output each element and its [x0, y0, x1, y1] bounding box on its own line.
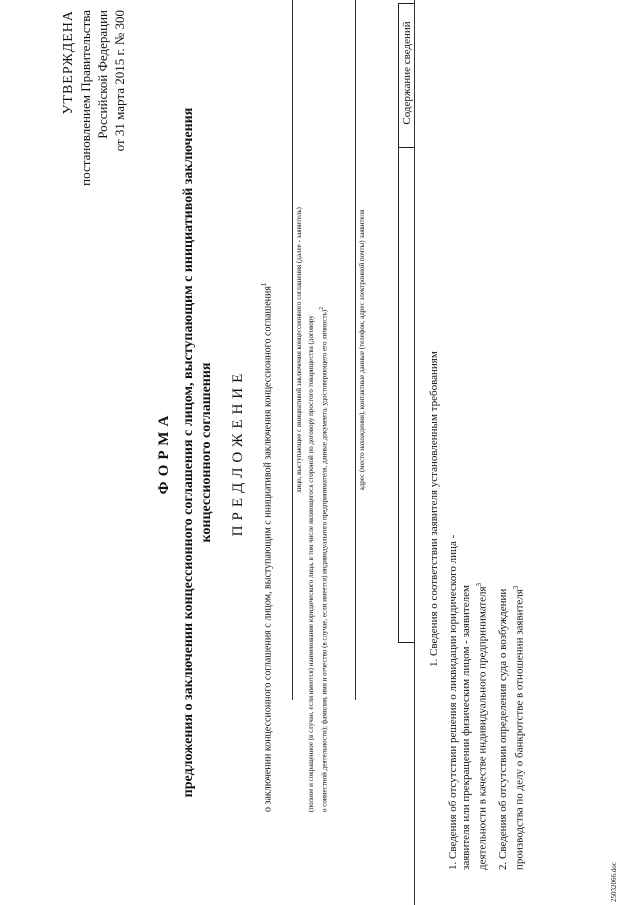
- section-1-item-2: [497, 586, 527, 870]
- proposal-about: [260, 283, 273, 812]
- approval-title: УТВЕРЖДЕНА: [61, 10, 76, 115]
- section-1-item-1-line-3: деятельности в качестве индивидуального предпринимателя$^3$: [475, 582, 489, 870]
- section-1-item-1-line-2: заявителя или прекращении физическим лицом - заявителем: [460, 585, 472, 870]
- footnote-mark: 2: [319, 306, 325, 310]
- applicant-note: [306, 307, 330, 812]
- proposal-about-text: о заключении концессионного соглашения с лицом, выступающим с инициативой заключения концессионного соглашения: [262, 286, 274, 812]
- applicant-caption: лицо, выступающее с инициативой заключения концессионного соглашения (далее - заявитель): [295, 207, 303, 493]
- section-1-item-2-line-2: производства по делу о банкротстве в отношении заявителя$^3$: [512, 585, 526, 870]
- form-subtitle-line-1: предложения о заключении концессионного соглашения с лицом, выступающим с инициативой заключения: [181, 107, 196, 798]
- approval-block: [60, 10, 128, 186]
- document-id: 25032066.doc: [610, 862, 618, 902]
- applicant-line: [292, 0, 293, 700]
- footnote-mark: 1: [260, 282, 268, 287]
- applicant-note-line-1: (полное и сокращенное (в случае, если имеется) наименование юридического лица, в том числе являющегося стороной по договору простого товарищества (договору: [307, 315, 315, 812]
- form-subtitle: [180, 0, 216, 905]
- footnote-mark: 3: [512, 585, 520, 590]
- section-1-title: 1. Сведения о соответствии заявителя установленным требованиям: [428, 351, 440, 667]
- approval-line-2: Российской Федерации: [95, 10, 110, 139]
- form-title: ФОРМА: [156, 410, 172, 495]
- proposal-heading: ПРЕДЛОЖЕНИЕ: [230, 368, 246, 537]
- table-header: [398, 3, 415, 643]
- form-subtitle-line-2: концессионного соглашения: [199, 362, 214, 543]
- approval-line-1: постановлением Правительства: [78, 10, 93, 186]
- table-header-left-cell: [399, 147, 415, 642]
- applicant-note-line-2: о совместной деятельности); фамилия, имя и отчество (в случае, если имеется) индивидуального предпринимателя, данные документа, удостоверяющего его личность)$^2$: [319, 306, 329, 812]
- approval-line-3: от 31 марта 2015 г. № 300: [112, 10, 127, 152]
- footnote-mark: 3: [475, 582, 483, 587]
- section-1-item-2-line-1: 2. Сведения об отсутствии определения суда о возбуждении: [497, 588, 509, 870]
- section-1-item-1: [447, 535, 490, 870]
- table-header-content: Содержание сведений: [401, 21, 413, 125]
- address-caption: адрес (место нахождения), контактные данные (телефон, адрес электронной почты) заявителя: [358, 209, 366, 491]
- table-rule: [414, 0, 415, 905]
- address-line: [355, 0, 356, 700]
- section-1-item-1-line-1: 1. Сведения об отсутствии решения о ликвидации юридического лица -: [447, 534, 459, 870]
